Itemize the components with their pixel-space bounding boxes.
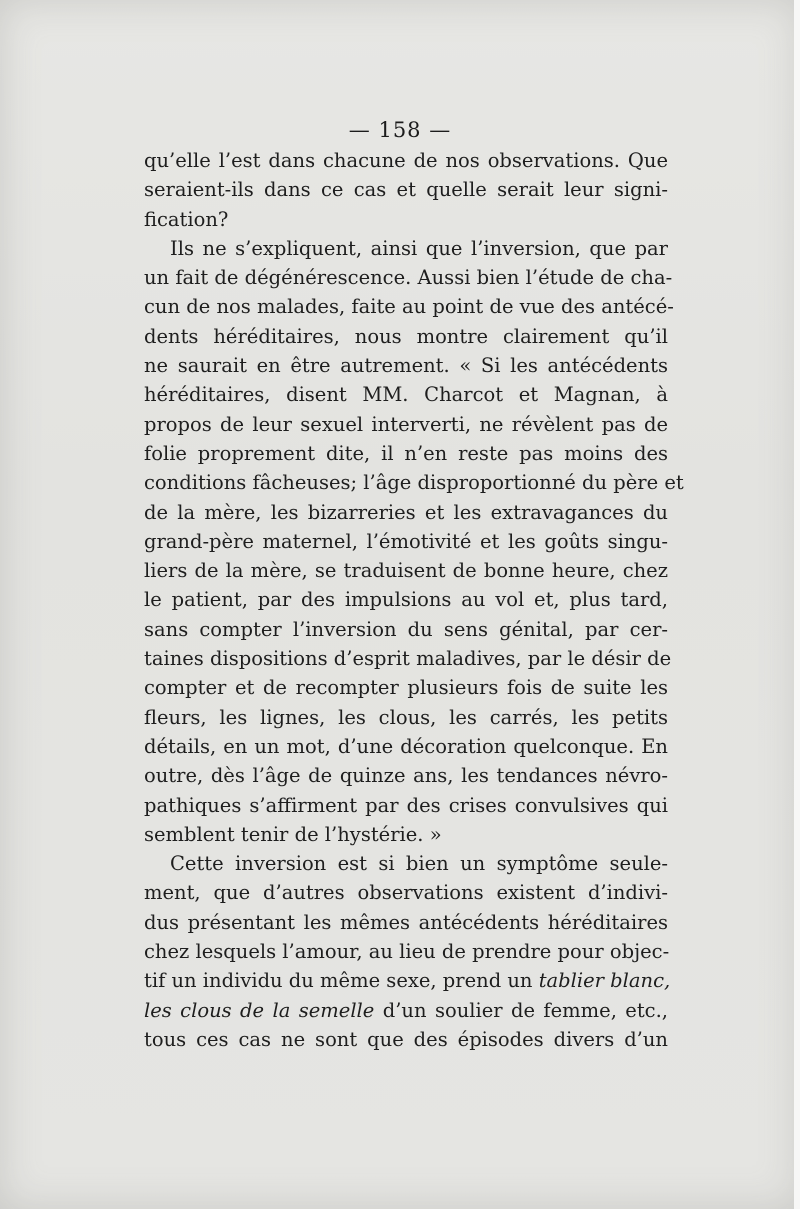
text-line: grand-père maternel, l’émotivité et les goûts singu- [144,529,668,553]
text-line: Ils ne s’expliquent, ainsi que l’inversion, que par [170,236,668,260]
text-line: outre, dès l’âge de quinze ans, les tendances névro- [144,764,668,788]
text-line: semblent tenir de l’hystérie. » [144,822,442,846]
text-line: chez lesquels l’amour, au lieu de prendre pour objec- [144,940,670,964]
text-line: Cette inversion est si bien un symptôme seule- [170,852,668,876]
text-line: fleurs, les lignes, les clous, les carrés, les petits [144,705,668,729]
text-line: liers de la mère, se traduisent de bonne heure, chez [144,559,668,583]
italic-text: les clous de la semelle [144,998,375,1022]
text-line: dus présentant les mêmes antécédents héréditaires [144,910,668,934]
body-text [144,146,684,1054]
text-run: tif un individu du même sexe, prend un [144,969,539,993]
text-line: tous ces cas ne sont que des épisodes divers d’un [144,1027,668,1051]
text-line: le patient, par des impulsions au vol et, plus tard, [144,588,668,612]
text-line: sans compter l’inversion du sens génital, par cer- [144,617,668,641]
text-line: dents héréditaires, nous montre clairement qu’il [144,324,668,348]
italic-text: tablier blanc, [538,969,671,993]
page-edge [794,0,800,1209]
text-line: pathiques s’affirment par des crises convulsives qui [144,793,668,817]
text-line: fication? [144,207,229,231]
text-line: compter et de recompter plusieurs fois de suite les [144,676,668,700]
text-line: conditions fâcheuses; l’âge disproportionné du père et [144,471,684,495]
text-line [144,966,671,995]
text-line: folie proprement dite, il n’en reste pas moins des [144,441,668,465]
text-line: seraient-ils dans ce cas et quelle serait leur signi- [144,178,668,202]
page-number: — 158 — [348,118,452,142]
text-line: cun de nos malades, faite au point de vue des antécé- [144,295,674,319]
text-run: d’un soulier de femme, etc., [374,998,668,1022]
text-line: ne saurait en être autrement. « Si les antécédents [144,354,668,378]
text-line: ment, que d’autres observations existent d’indivi- [144,881,668,905]
text-line: héréditaires, disent MM. Charcot et Magnan, à [144,383,668,407]
text-line: qu’elle l’est dans chacune de nos observations. Que [144,149,668,172]
text-line: taines dispositions d’esprit maladives, par le désir de [144,647,672,671]
text-line: de la mère, les bizarreries et les extravagances du [144,500,668,524]
text-line: détails, en un mot, d’une décoration quelconque. En [144,734,668,758]
text-line [144,996,668,1025]
text-line: un fait de dégénérescence. Aussi bien l’étude de cha- [144,266,673,290]
text-line: propos de leur sexuel interverti, ne révèlent pas de [144,412,668,436]
